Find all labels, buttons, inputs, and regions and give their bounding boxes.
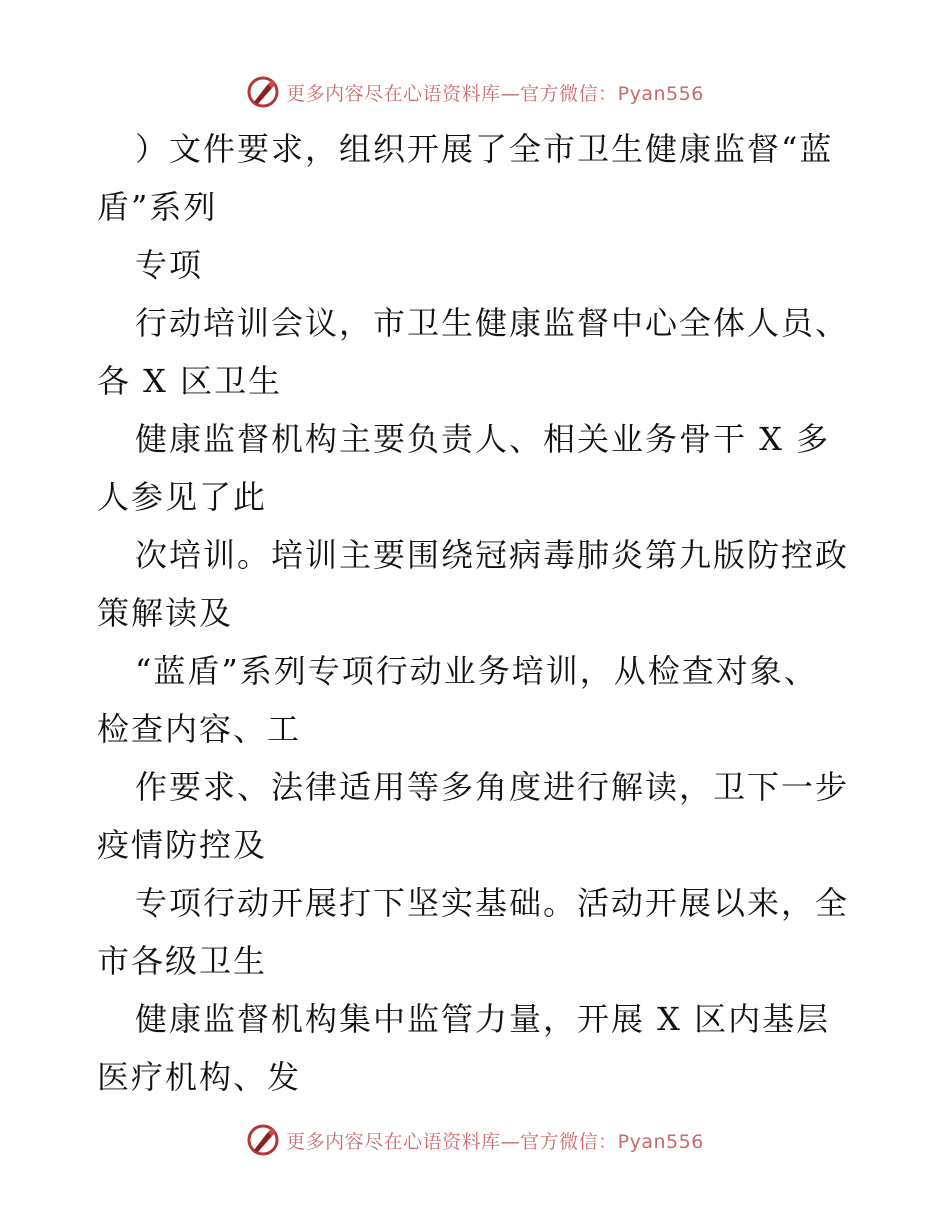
text-line: 盾”系列: [97, 188, 218, 226]
text-line: 健康监督机构主要负责人、相关业务骨干 X 多: [135, 420, 831, 458]
footer-watermark: [0, 1120, 950, 1160]
watermark-text: 更多内容尽在心语资料库—官方微信：Pyan556: [286, 1130, 704, 1153]
header-watermark: [0, 72, 950, 112]
text-line: 医疗机构、发: [97, 1058, 302, 1096]
text-line: 人参见了此: [97, 478, 268, 516]
text-line: 健康监督机构集中监管力量，开展 X 区内基层: [135, 1000, 831, 1038]
text-line: “蓝盾”系列专项行动业务培训，从检查对象、: [135, 652, 818, 690]
text-line: ）文件要求，组织开展了全市卫生健康监督“蓝: [135, 130, 834, 168]
text-line: 策解读及: [97, 594, 234, 632]
watermark-text: 更多内容尽在心语资料库—官方微信：Pyan556: [286, 82, 704, 105]
text-line: 各 X 区卫生: [97, 362, 283, 400]
text-line: 专项行动开展打下坚实基础。活动开展以来，全: [135, 884, 850, 922]
text-line: 疫情防控及: [97, 826, 268, 864]
text-line: 检查内容、工: [97, 710, 302, 748]
pen-logo-icon: [246, 75, 280, 109]
text-line: 市各级卫生: [97, 942, 268, 980]
text-line: 专项: [135, 246, 204, 284]
text-line: 次培训。培训主要围绕冠病毒肺炎第九版防控政: [135, 536, 850, 574]
document-body: [97, 120, 857, 1106]
pen-logo-icon: [246, 1123, 280, 1157]
text-line: 行动培训会议，市卫生健康监督中心全体人员、: [135, 304, 850, 342]
text-line: 作要求、法律适用等多角度进行解读，卫下一步: [135, 768, 850, 806]
